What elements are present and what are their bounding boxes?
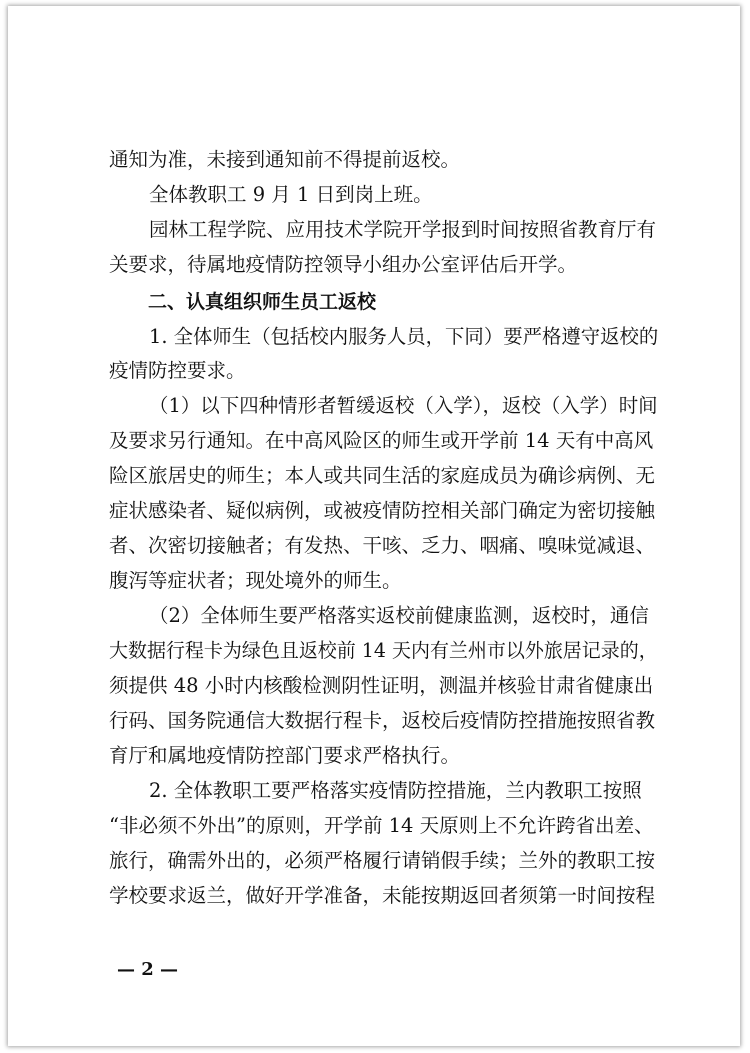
section-heading: 二、认真组织师生员工返校: [148, 291, 377, 313]
text-line-7: 疫情防控要求。: [109, 359, 246, 382]
document-page: [8, 6, 740, 1046]
text-line-4: 关要求，待属地疫情防控领导小组办公室评估后开学。: [109, 253, 578, 276]
text-line-18: 育厅和属地疫情防控部门要求严格执行。: [109, 744, 461, 767]
text-line-1: 通知为准，未接到通知前不得提前返校。: [109, 148, 461, 171]
text-line-10: 险区旅居史的师生；本人或共同生活的家庭成员为确诊病例、无: [109, 464, 656, 487]
text-line-22: 学校要求返兰，做好开学准备，未能按期返回者须第一时间按程: [109, 884, 656, 907]
text-line-21: 旅行，确需外出的，必须严格履行请销假手续；兰外的教职工按: [109, 849, 656, 872]
text-line-14: （2）全体师生要严格落实返校前健康监测，返校时，通信: [149, 604, 649, 627]
text-line-19: 2. 全体教职工要严格落实疫情防控措施，兰内教职工按照: [149, 779, 642, 802]
text-line-13: 腹泻等症状者；现处境外的师生。: [109, 569, 402, 592]
text-line-8: （1）以下四种情形者暂缓返校（入学），返校（入学）时间: [149, 394, 658, 417]
text-line-15: 大数据行程卡为绿色且返校前 14 天内有兰州市以外旅居记录的，: [109, 639, 658, 662]
text-line-6: 1. 全体师生（包括校内服务人员，下同）要严格遵守返校的: [149, 325, 659, 348]
text-line-12: 者、次密切接触者；有发热、干咳、乏力、咽痛、嗅味觉减退、: [109, 534, 656, 557]
text-line-3: 园林工程学院、应用技术学院开学报到时间按照省教育厅有: [149, 218, 657, 241]
page-number: — 2 —: [117, 959, 179, 980]
text-line-2: 全体教职工 9 月 1 日到岗上班。: [149, 183, 433, 206]
text-line-11: 症状感染者、疑似病例，或被疫情防控相关部门确定为密切接触: [109, 499, 656, 522]
text-line-17: 行码、国务院通信大数据行程卡，返校后疫情防控措施按照省教: [109, 709, 656, 732]
text-line-16: 须提供 48 小时内核酸检测阴性证明，测温并核验甘肃省健康出: [109, 674, 654, 697]
text-line-9: 及要求另行通知。在中高风险区的师生或开学前 14 天有中高风: [109, 429, 654, 452]
text-line-20: “非必须不外出”的原则，开学前 14 天原则上不允许跨省出差、: [109, 814, 654, 837]
